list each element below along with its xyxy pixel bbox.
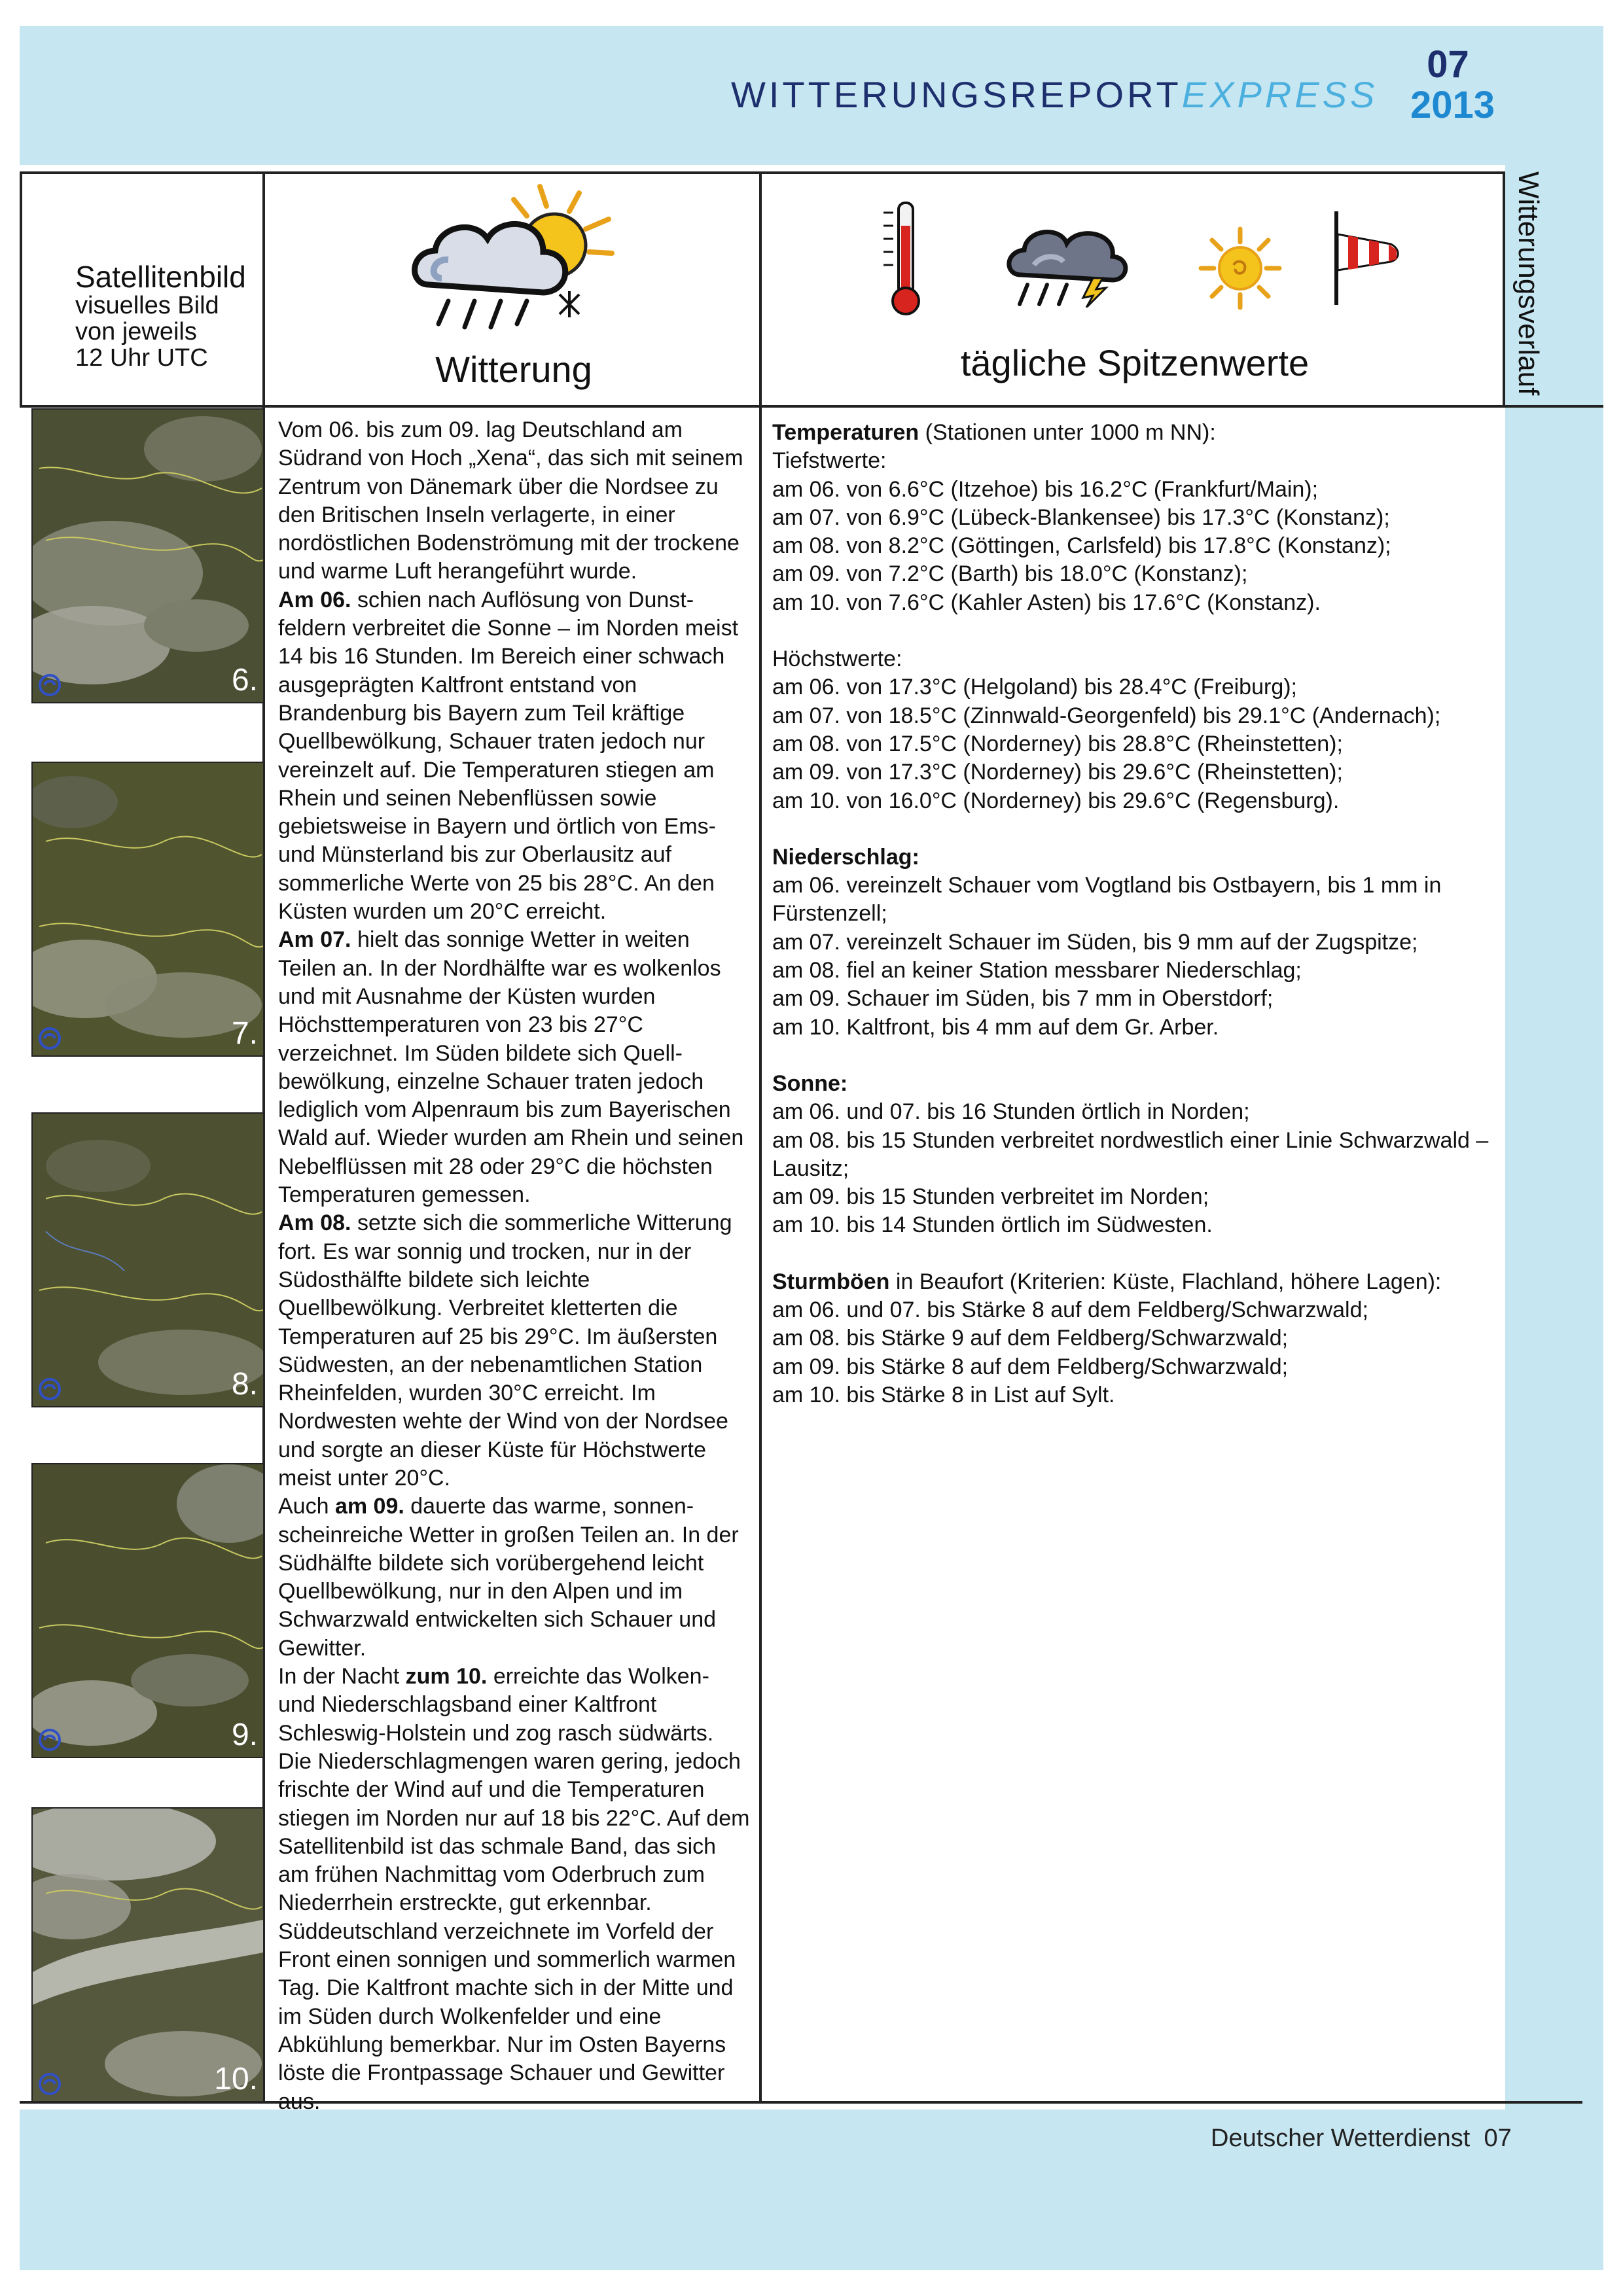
tief-line: am 07. von 6.9°C (Lübeck-Blankensee) bis 17.3°C (Konstanz); xyxy=(772,504,1390,530)
witterung-run: erreichte das Wolken- und Niederschlagsband einer Kaltfront Schleswig-Holstein und zog rasch südwärts. Die Niederschlagmengen waren gering, jedoch frischte der Wind auf und die Temperaturen stiegen im Norden nur auf 18 bis 22°C. Auf dem Satellitenbild ist das schmale Band, das sich am frühen Nachmittag vom Oderbruch zum Niederrhein erstreckte, gut erkennbar. Süddeutschland verzeichnete im Vorfeld der Front einen sonnigen und sommerlich warmen Tag. Die Kaltfront machte sich in der Mitte und im Süden durch Wolkenfelder und eine Abkühlung bemerkbar. Nur im Osten Bayerns löste die Frontpassage Schauer und Gewitter aus. xyxy=(278,1664,750,2114)
table-top-rule xyxy=(20,171,1504,174)
witterung-run: schien nach Auflösung von Dunstfeldern verbreitet die Sonne – im Norden meist 14 bis 16 Stunden. Im Bereich einer schwach ausgeprägten Kaltfront entstand von Brandenburg bis Bayern zum Teil kräftige Quellbewölkung, Schauer traten jedoch nur vereinzelt auf. Die Temperaturen stiegen am Rhein und seinen Nebenflüssen sowie gebietsweise in Bayern und örtlich von Ems- und Münsterland bis zur Oberlausitz auf sommerliche Werte von 25 bis 28°C. An den Küsten wurden um 20°C erreicht. xyxy=(278,587,739,925)
witterung-run: setzte sich die sommerliche Witterung fort. Es war sonnig und trocken, nur in der Südosthälfte bildete sich leichte Quellbewölkung. Verbreitet kletterten die Temperaturen auf 25 bis 29°C. Im äußersten Südwesten, an der nebenamtlichen Station Rheinfelden, wurden 30°C erreicht. Im Nordwesten wehte der Wind von der Nordsee und sorgte an dieser Küste für Höchstwerte meist unter 20°C. xyxy=(278,1210,732,1491)
witterung-paragraph xyxy=(278,1663,753,2116)
satellite-day-label: 10. xyxy=(214,2062,258,2096)
sturm-line: am 06. und 07. bis Stärke 8 auf dem Feldberg/Schwarzwald; xyxy=(772,1298,1368,1323)
sturm-heading: Sturmböen xyxy=(772,1269,890,1294)
dwd-logo-icon xyxy=(38,1728,62,1752)
witterung-run: Vom 06. bis zum 09. lag Deutschland am Südrand von Hoch „Xena“, das sich mit seinem Zentrum von Dänemark über die Nordsee zu den Britischen Inseln verlagerte, in einer nordöstlichen Bodenströmung mit der trockene und warme Luft herangeführt wurde. xyxy=(278,417,743,584)
niederschlag-line: am 08. fiel an keiner Station messbarer Niederschlag; xyxy=(772,958,1302,983)
witterung-day-marker: Am 08. xyxy=(278,1210,351,1236)
satellite-column-header xyxy=(75,262,245,370)
footer-org: Deutscher Wetterdienst xyxy=(1211,2125,1471,2152)
brand-sub: EXPRESS xyxy=(1181,74,1378,115)
sonne-line: am 10. bis 14 Stunden örtlich im Südwesten. xyxy=(772,1212,1213,1238)
dwd-logo-icon xyxy=(38,1377,62,1401)
temperatur-note: (Stationen unter 1000 m NN): xyxy=(919,420,1216,445)
witterung-run: In der Nacht xyxy=(278,1664,406,1689)
tief-line: am 06. von 6.6°C (Itzehoe) bis 16.2°C (Frankfurt/Main); xyxy=(772,476,1319,502)
report-brand xyxy=(731,73,1378,116)
witterung-column-header: Witterung xyxy=(435,349,592,390)
verlauf-text: Witterungsverlauf xyxy=(1512,171,1544,396)
sturm-line: am 10. bis Stärke 8 in List auf Sylt. xyxy=(772,1382,1115,1407)
temperatur-heading: Temperaturen xyxy=(772,420,919,445)
dwd-logo-icon xyxy=(38,673,62,697)
sat-sub1: visuelles Bild xyxy=(75,292,219,319)
thundercloud-icon xyxy=(1001,216,1132,308)
witterung-run: Auch xyxy=(278,1494,335,1519)
witterung-day-marker: zum 10. xyxy=(405,1664,488,1689)
sat-title: Satellitenbild xyxy=(75,260,246,294)
witterung-paragraph xyxy=(278,1492,753,1663)
witterung-run: hielt das sonnige Wetter in weiten Teilen an. In der Nordhälfte war es wolkenlos und mit Ausnahme der Küsten wurden Höchsttemperaturen von 23 bis 27°C verzeichnet. Im Süden bildete sich Quellbewölkung, einzelne Schauer traten jedoch lediglich vom Alpenraum bis zum Bayerischen Wald auf. Wieder wurden am Rhein und seinen Nebelflüssen mit 28 oder 29°C die höchsten Temperaturen gemessen. xyxy=(278,927,744,1208)
hoch-line: am 09. von 17.3°C (Norderney) bis 29.6°C (Rheinstetten); xyxy=(772,760,1343,785)
verlauf-label xyxy=(1512,171,1551,394)
spitzenwerte-text xyxy=(772,419,1505,1409)
cloud-sun-icon xyxy=(402,180,625,337)
niederschlag-line: am 09. Schauer im Süden, bis 7 mm in Oberstdorf; xyxy=(772,986,1274,1012)
hoch-label: Höchstwerte: xyxy=(772,646,902,672)
sturm-line: am 09. bis Stärke 8 auf dem Feldberg/Schwarzwald; xyxy=(772,1354,1289,1379)
sat-sub2: von jeweils xyxy=(75,318,197,345)
issue-year: 2013 xyxy=(1410,84,1495,126)
sonne-line: am 08. bis 15 Stunden verbreitet nordwestlich einer Linie Schwarzwald – Lausitz; xyxy=(772,1127,1489,1181)
niederschlag-heading: Niederschlag: xyxy=(772,844,919,870)
brand-main: WITTERUNGSREPORT xyxy=(731,74,1182,115)
witterung-paragraph xyxy=(278,416,753,586)
tief-label: Tiefstwerte: xyxy=(772,448,887,474)
sun-icon xyxy=(1198,226,1283,311)
dwd-logo-icon xyxy=(38,2072,62,2096)
dwd-logo-icon xyxy=(38,1027,62,1050)
sonne-line: am 06. und 07. bis 16 Stunden örtlich in Norden; xyxy=(772,1099,1250,1125)
satellite-image-6 xyxy=(31,408,264,703)
tief-line: am 08. von 8.2°C (Göttingen, Carlsfeld) bis 17.8°C (Konstanz); xyxy=(772,533,1391,559)
column-divider-2 xyxy=(759,171,762,2104)
tief-line: am 09. von 7.2°C (Barth) bis 18.0°C (Konstanz); xyxy=(772,561,1248,587)
thermometer-icon xyxy=(880,200,926,317)
satellite-image-8 xyxy=(31,1112,264,1407)
page-footer xyxy=(1211,2125,1512,2153)
sturm-note: in Beaufort (Kriterien: Küste, Flachland, höhere Lagen): xyxy=(889,1269,1442,1294)
hoch-line: am 06. von 17.3°C (Helgoland) bis 28.4°C (Freiburg); xyxy=(772,675,1298,700)
hoch-line: am 10. von 16.0°C (Norderney) bis 29.6°C (Regensburg). xyxy=(772,788,1340,813)
table-header-rule xyxy=(20,405,1603,408)
witterung-paragraph xyxy=(278,926,753,1209)
satellite-image-9 xyxy=(31,1463,264,1758)
witterung-run: dauerte das warme, sonnenscheinreiche Wetter in großen Teilen an. In der Südhälfte bildete sich vorübergehend leicht Quellbewölkung, nur in den Alpen und im Schwarzwald entwickelten sich Schauer und Gewitter. xyxy=(278,1494,739,1661)
windsock-icon xyxy=(1329,208,1414,306)
page-number: 07 xyxy=(1484,2125,1512,2152)
issue-number: 07 xyxy=(1427,43,1469,86)
sturm-line: am 08. bis Stärke 9 auf dem Feldberg/Schwarzwald; xyxy=(772,1326,1289,1351)
issue-badge xyxy=(1410,43,1495,126)
niederschlag-line: am 07. vereinzelt Schauer im Süden, bis 9 mm auf der Zugspitze; xyxy=(772,929,1418,955)
sonne-heading-line xyxy=(772,1070,1505,1098)
witterung-text xyxy=(278,416,753,2116)
witterung-day-marker: Am 07. xyxy=(278,927,351,953)
hoch-line: am 08. von 17.5°C (Norderney) bis 28.8°C (Rheinstetten); xyxy=(772,731,1343,756)
sonne-line: am 09. bis 15 Stunden verbreitet im Norden; xyxy=(772,1184,1209,1210)
niederschlag-line: am 06. vereinzelt Schauer vom Vogtland bis Ostbayern, bis 1 mm in Fürstenzell; xyxy=(772,873,1442,927)
satellite-day-label: 9. xyxy=(231,1718,258,1752)
hoch-line: am 07. von 18.5°C (Zinnwald-Georgenfeld) bis 29.1°C (Andernach); xyxy=(772,703,1441,728)
satellite-image-7 xyxy=(31,762,264,1057)
witterung-day-marker: am 09. xyxy=(334,1494,404,1519)
sturm-heading-line xyxy=(772,1268,1505,1296)
spitzenwerte-column-header: tägliche Spitzenwerte xyxy=(960,342,1310,383)
witterung-paragraph xyxy=(278,586,753,927)
niederschlag-heading-line xyxy=(772,843,1505,872)
sat-sub3: 12 Uhr UTC xyxy=(75,344,208,372)
satellite-image-10 xyxy=(31,1807,264,2102)
temperatur-heading-line xyxy=(772,419,1505,447)
niederschlag-line: am 10. Kaltfront, bis 4 mm auf dem Gr. Arber. xyxy=(772,1014,1219,1040)
witterung-day-marker: Am 06. xyxy=(278,587,351,612)
table-left-rule xyxy=(20,171,22,406)
satellite-day-label: 6. xyxy=(231,663,258,698)
satellite-day-label: 8. xyxy=(231,1367,258,1402)
tief-line: am 10. von 7.6°C (Kahler Asten) bis 17.6°C (Konstanz). xyxy=(772,590,1321,615)
satellite-day-label: 7. xyxy=(231,1016,258,1051)
sonne-heading: Sonne: xyxy=(772,1070,848,1096)
witterung-paragraph xyxy=(278,1209,753,1492)
verlauf-strip xyxy=(1505,165,1603,2110)
